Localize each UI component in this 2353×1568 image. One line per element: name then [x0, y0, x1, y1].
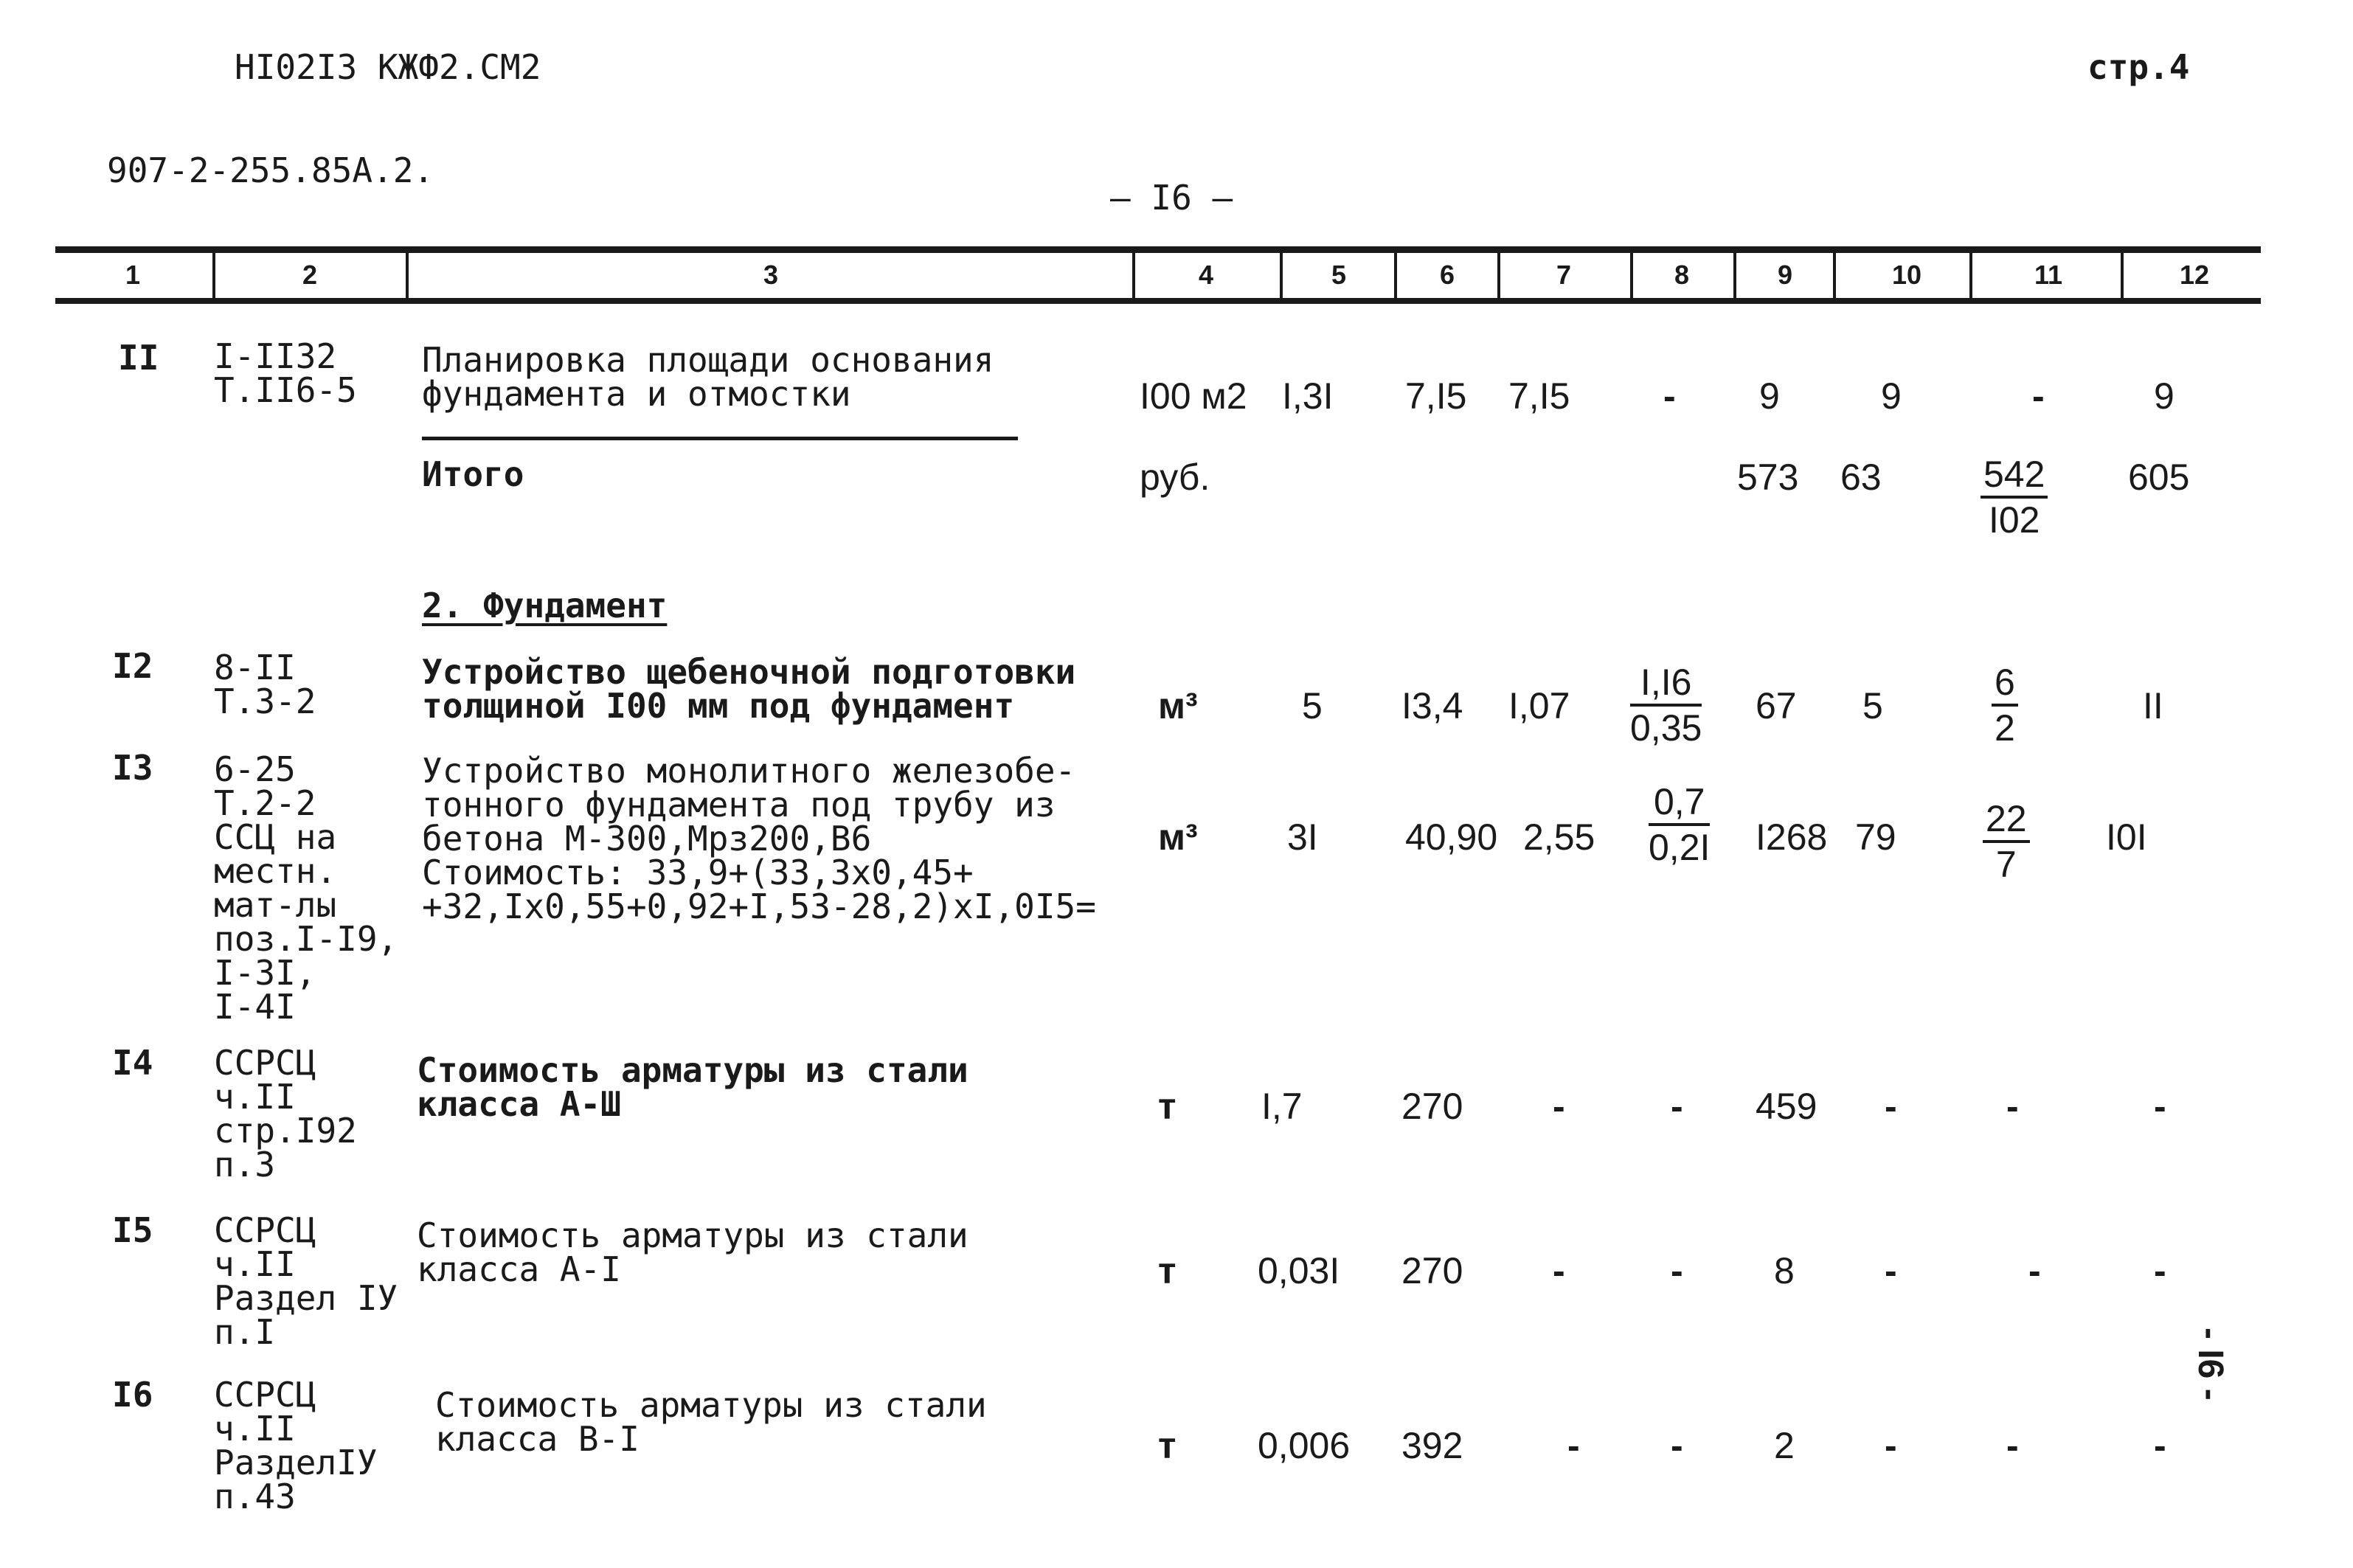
- fraction-denominator: 7: [1995, 844, 2017, 885]
- page-label: стр.4: [2087, 47, 2190, 87]
- cell-c10: -: [1885, 1086, 1897, 1127]
- work-description: Устройство щебеночной подготовки толщиной I00 мм под фундамент: [422, 652, 1076, 726]
- quantity: 0,03I: [1258, 1250, 1340, 1291]
- cell-c11: -: [2006, 1425, 2019, 1466]
- quantity: I,7: [1261, 1086, 1303, 1127]
- row-number: I2: [112, 646, 153, 686]
- col-divider: [1394, 249, 1397, 301]
- column-header: 7: [1556, 260, 1572, 290]
- fraction-c8: [1649, 783, 1710, 866]
- fraction-numerator: I,I6: [1630, 664, 1702, 707]
- total-rule: [422, 437, 1018, 440]
- unit: т: [1158, 1250, 1176, 1291]
- cell-c7: I,07: [1508, 685, 1570, 726]
- cell-c6: 7,I5: [1405, 375, 1467, 417]
- col-divider: [1497, 249, 1500, 301]
- unit: м³: [1158, 816, 1198, 858]
- fraction-denominator: I02: [1988, 499, 2040, 541]
- work-description: Планировка площади основания фундамента и отмостки: [422, 340, 994, 414]
- cell-c9: 573: [1737, 457, 1799, 498]
- col-divider: [1969, 249, 1972, 301]
- column-header: 6: [1440, 260, 1455, 290]
- column-header: 2: [302, 260, 318, 290]
- project-code: 907-2-255.85А.2.: [107, 150, 434, 190]
- cell-c10: 9: [1881, 375, 1902, 417]
- quantity: I,3I: [1282, 375, 1334, 417]
- col-divider: [212, 249, 215, 301]
- cell-c12: I0I: [2106, 816, 2147, 858]
- col-divider: [406, 249, 409, 301]
- side-page-number: - I6 -: [2191, 1328, 2230, 1401]
- cell-c8: -: [1663, 375, 1676, 417]
- cell-c10: -: [1885, 1250, 1897, 1291]
- cell-c12: -: [2154, 1425, 2166, 1466]
- unit: I00 м2: [1140, 375, 1247, 417]
- unit: руб.: [1140, 457, 1210, 498]
- cell-c12: II: [2143, 685, 2163, 726]
- cell-c9: 459: [1756, 1086, 1817, 1127]
- unit: т: [1158, 1086, 1176, 1127]
- basis-code: ССРСЦ ч.II РазделIУ п.43: [214, 1375, 378, 1516]
- col-divider: [1630, 249, 1633, 301]
- cell-c7: -: [1553, 1250, 1565, 1291]
- header-top-rule: [55, 246, 2261, 253]
- column-header: 4: [1199, 260, 1214, 290]
- work-description: Устройство монолитного железобе- тонного фундамента под трубу из бетона М-300,Мрз200,В6 Стоимость: 33,9+(33,3х0,45+ +32,Iх0,55+0,92+I,53-28,2)хI,0I5=: [422, 751, 1096, 926]
- quantity: 3I: [1287, 816, 1318, 858]
- cell-c6: I3,4: [1401, 685, 1463, 726]
- column-header: 11: [2034, 260, 2063, 290]
- col-divider: [1132, 249, 1135, 301]
- fraction-c8: [1630, 662, 1702, 749]
- cell-c6: 40,90: [1405, 816, 1498, 858]
- cell-c10: 63: [1840, 457, 1882, 498]
- page-number-center: — I6 —: [1110, 178, 1233, 218]
- cell-c9: 9: [1759, 375, 1780, 417]
- cell-c7: -: [1553, 1086, 1565, 1127]
- fraction-numerator: 542: [1981, 456, 2048, 499]
- col-divider: [1833, 249, 1836, 301]
- cell-c8: -: [1671, 1086, 1683, 1127]
- cell-c8: -: [1671, 1425, 1683, 1466]
- row-number: II: [118, 338, 159, 378]
- cell-c7: 2,55: [1523, 816, 1595, 858]
- work-description: Стоимость арматуры из стали класса А-I: [417, 1215, 968, 1289]
- basis-code: ССРСЦ ч.II стр.I92 п.3: [214, 1043, 357, 1184]
- col-divider: [1280, 249, 1283, 301]
- cell-c10: -: [1885, 1425, 1897, 1466]
- fraction-numerator: 22: [1983, 800, 2030, 843]
- quantity: 0,006: [1258, 1425, 1351, 1466]
- row-number: I5: [112, 1210, 153, 1250]
- row-number: I3: [112, 748, 153, 788]
- fraction-numerator: 0,7: [1649, 783, 1710, 826]
- cell-c9: 8: [1774, 1250, 1795, 1291]
- cell-c9: I268: [1756, 816, 1828, 858]
- cell-c12: -: [2154, 1250, 2166, 1291]
- work-description: Стоимость арматуры из стали класса А-Ш: [417, 1050, 968, 1124]
- column-header: 3: [763, 260, 779, 290]
- col-divider: [2121, 249, 2124, 301]
- fraction-denominator: 0,2I: [1649, 827, 1711, 868]
- cell-c7: -: [1567, 1425, 1580, 1466]
- row-number: I6: [112, 1375, 153, 1415]
- basis-code: 6-25 Т.2-2 ССЦ на местн. мат-лы поз.I-I9, I-3I, I-4I: [214, 749, 398, 1027]
- col-divider: [1733, 249, 1736, 301]
- cell-c8: -: [1671, 1250, 1683, 1291]
- cell-c6: 270: [1401, 1250, 1463, 1291]
- cell-c10: 5: [1862, 685, 1883, 726]
- total-label: Итого: [422, 454, 524, 494]
- cell-c11: -: [2032, 375, 2045, 417]
- fraction-denominator: 0,35: [1630, 707, 1702, 749]
- fraction-numerator: 6: [1992, 664, 2018, 707]
- column-header: 8: [1674, 260, 1690, 290]
- cell-c12: -: [2154, 1086, 2166, 1127]
- fraction-denominator: 2: [1995, 707, 2015, 749]
- column-header: 12: [2180, 260, 2210, 290]
- cell-c12: 9: [2154, 375, 2174, 417]
- cell-c11: -: [2028, 1250, 2041, 1291]
- cell-c6: 270: [1401, 1086, 1463, 1127]
- fraction-c11: [1981, 454, 2048, 541]
- document-code: HI02I3 КЖФ2.СМ2: [235, 47, 541, 87]
- quantity: 5: [1302, 685, 1323, 726]
- column-header: 1: [125, 260, 141, 290]
- fraction-c11: [1983, 800, 2030, 883]
- cell-c12: 605: [2128, 457, 2190, 498]
- column-header: 10: [1892, 260, 1922, 290]
- cell-c9: 67: [1756, 685, 1797, 726]
- cell-c11: -: [2006, 1086, 2019, 1127]
- section-title: 2. Фундамент: [422, 586, 668, 625]
- row-number: I4: [112, 1043, 153, 1083]
- cell-c9: 2: [1774, 1425, 1795, 1466]
- column-header: 9: [1778, 260, 1793, 290]
- column-header: 5: [1331, 260, 1347, 290]
- cell-c10: 79: [1855, 816, 1896, 858]
- fraction-c11: [1992, 662, 2018, 749]
- unit: т: [1158, 1425, 1176, 1466]
- basis-code: 8-II Т.3-2: [214, 648, 316, 721]
- cell-c7: 7,I5: [1508, 375, 1570, 417]
- header-bottom-rule: [55, 298, 2261, 304]
- basis-code: I-II32 Т.II6-5: [214, 336, 357, 410]
- cell-c6: 392: [1401, 1425, 1463, 1466]
- work-description: Стоимость арматуры из стали класса В-I: [435, 1385, 987, 1459]
- basis-code: ССРСЦ ч.II Раздел IУ п.I: [214, 1210, 398, 1352]
- unit: м³: [1158, 685, 1198, 726]
